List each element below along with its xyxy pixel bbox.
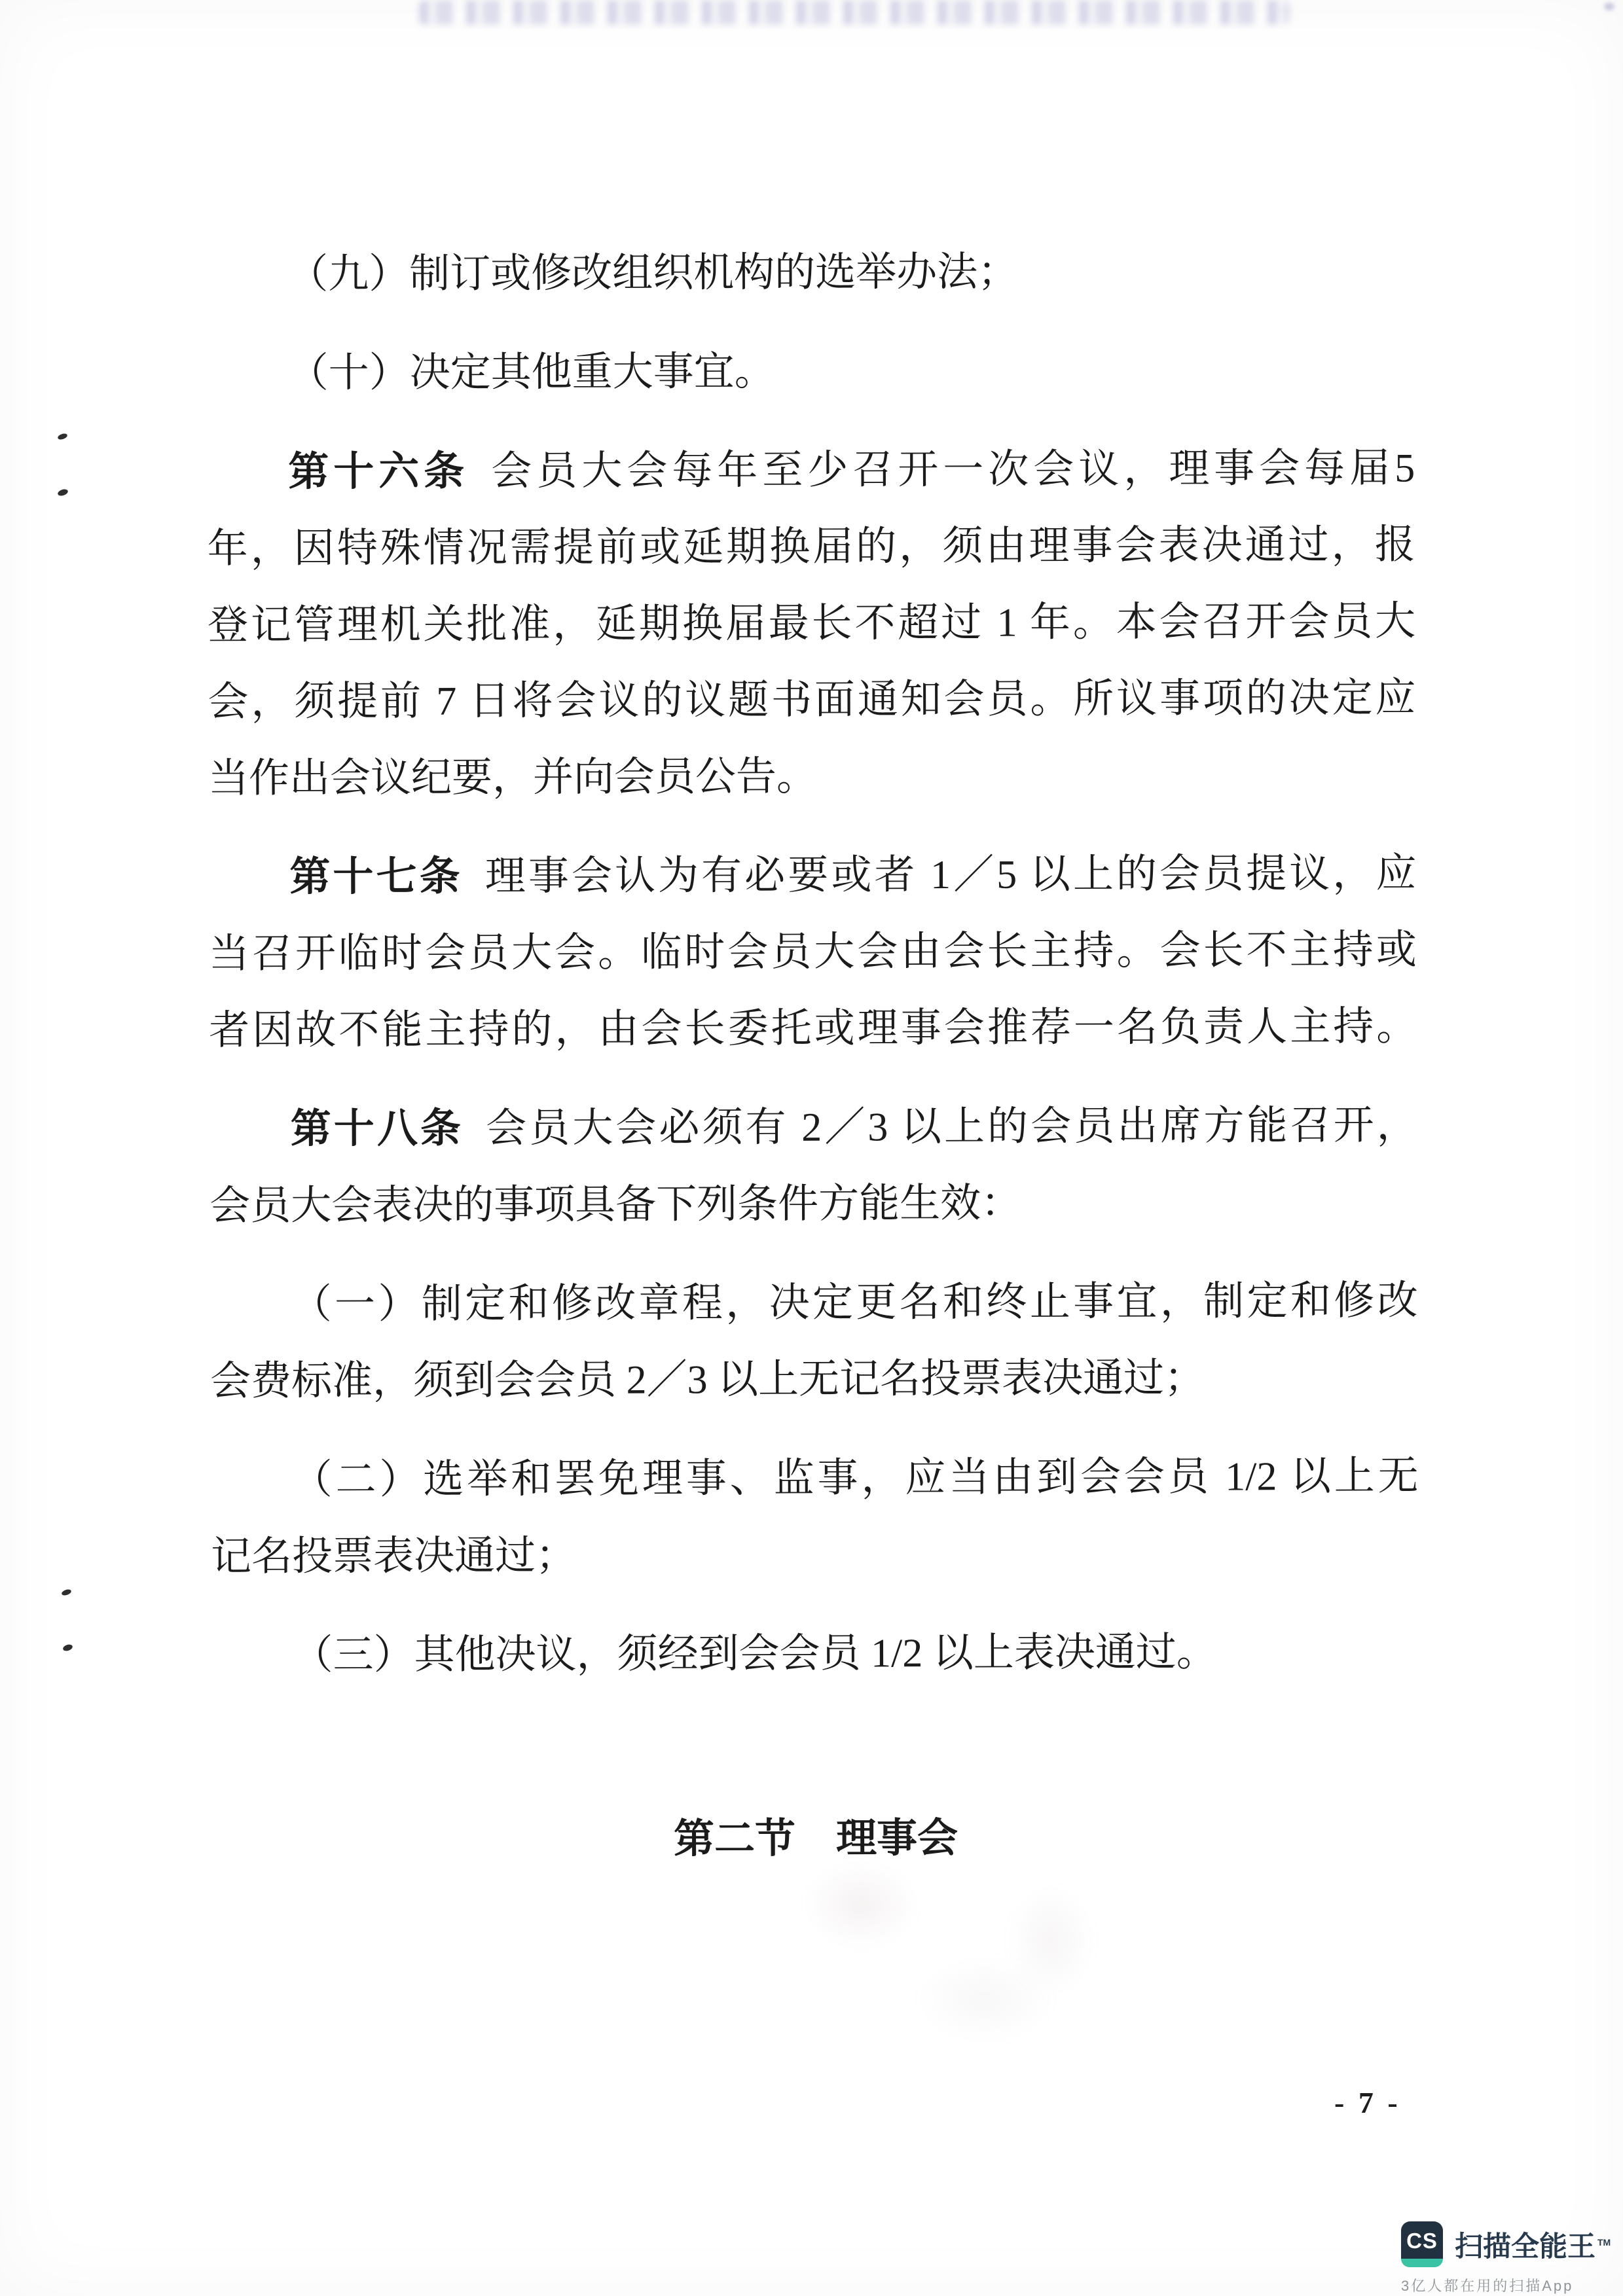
camscanner-watermark-row	[1401, 2221, 1611, 2267]
article-16-line	[208, 660, 1415, 741]
article-text: 会，须提前 7 日将会议的议题书面通知会员。所议事项的决定应	[208, 675, 1416, 725]
scan-smudge	[917, 1957, 1054, 2042]
ink-speck	[62, 1643, 73, 1652]
page-number: - 7 -	[1334, 2086, 1401, 2119]
clause-text: 记名投票表决通过；	[210, 1534, 577, 1579]
clause-text: （十）决定其他重大事宜。	[287, 349, 775, 396]
clause-text: （九）制订或修改组织机构的选举办法；	[287, 249, 1019, 297]
subclause-2-line	[210, 1439, 1418, 1519]
article-text: 会员大会表决的事项具备下列条件方能生效：	[210, 1181, 1022, 1229]
clause-text: （二）选举和罢免理事、监事，应当由到会会员 1/2 以上无	[291, 1454, 1419, 1503]
clause-item-9	[206, 233, 1414, 314]
cs-logo-letters: CS	[1406, 2229, 1438, 2253]
article-16-line	[207, 431, 1415, 511]
clause-text: （三）其他决议，须经到会会员 1/2 以上表决通过。	[292, 1630, 1217, 1678]
bleed-speck	[1604, 3, 1614, 10]
subclause-1-line	[210, 1263, 1417, 1344]
article-text: 当作出会议纪要，并向会员公告。	[208, 754, 818, 801]
article-18-line	[210, 1164, 1417, 1245]
article-text: 登记管理机关批准，延期换届最长不超过 1 年。本会召开会员大	[207, 599, 1416, 648]
document-text-block	[206, 233, 1420, 1880]
article-text: 年，因特殊情况需提前或延期换届的，须由理事会表决通过，报	[207, 522, 1415, 571]
camscanner-tagline: 3亿人都在用的扫描App	[1401, 2278, 1574, 2294]
article-16-label: 第十六条	[288, 449, 469, 495]
article-18-label: 第十八条	[290, 1106, 464, 1152]
cs-logo-teal-band	[1401, 2259, 1443, 2267]
clause-text: 会费标准，须到会会员 2／3 以上无记名投票表决通过；	[210, 1355, 1205, 1404]
app-name-text: 扫描全能王	[1455, 2231, 1596, 2263]
page-bleed-through	[419, 0, 1290, 25]
article-16-line	[208, 584, 1415, 664]
ink-speck	[61, 1588, 72, 1596]
article-16-line	[207, 507, 1415, 588]
article-18-line	[210, 1088, 1417, 1168]
clause-text: （一）制定和修改章程，决定更名和终止事宜，制定和修改	[291, 1278, 1418, 1327]
article-17-line	[208, 836, 1416, 916]
ink-speck	[57, 433, 68, 440]
article-text: 会员大会每年至少召开一次会议，理事会每届5	[491, 446, 1415, 494]
trademark-symbol: TM	[1597, 2237, 1611, 2248]
article-16-line	[208, 737, 1416, 817]
article-text: 当召开临时会员大会。临时会员大会由会长主持。会长不主持或	[208, 927, 1417, 977]
subclause-1-line	[210, 1340, 1418, 1420]
camscanner-watermark	[1401, 2221, 1611, 2295]
subclause-3-line	[211, 1614, 1419, 1695]
article-text: 会员大会必须有 2／3 以上的会员出席方能召开，	[486, 1103, 1417, 1151]
clause-item-10	[207, 332, 1415, 412]
article-text: 理事会认为有必要或者 1／5 以上的会员提议，应	[484, 851, 1417, 899]
section-heading: 第二节 理事会	[673, 1816, 958, 1862]
ink-speck	[57, 488, 69, 497]
article-text: 者因故不能主持的，由会长委托或理事会推荐一名负责人主持。	[209, 1004, 1417, 1053]
article-17-label: 第十七条	[289, 854, 463, 900]
camscanner-logo-icon	[1401, 2221, 1443, 2267]
article-17-line	[209, 912, 1417, 993]
subclause-2-line	[211, 1515, 1419, 1596]
article-17-line	[209, 989, 1417, 1069]
camscanner-app-name	[1455, 2225, 1611, 2265]
